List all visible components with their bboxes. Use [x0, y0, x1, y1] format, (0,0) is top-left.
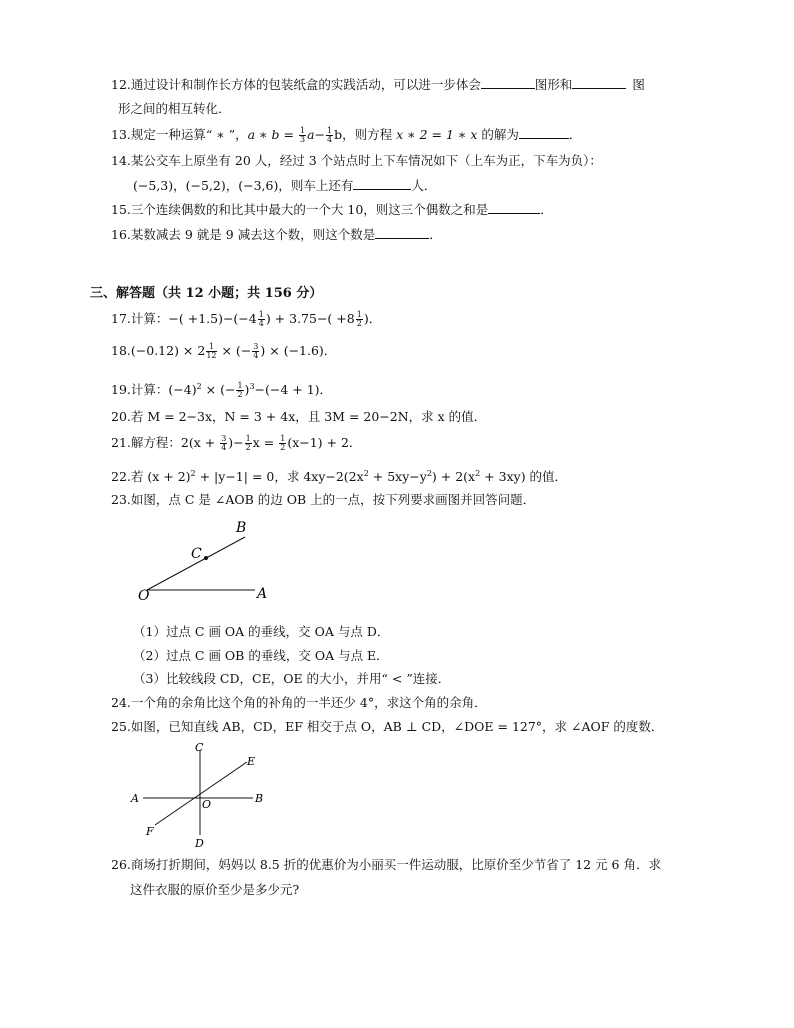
q16-answer-blank[interactable]	[375, 225, 429, 239]
question-13: 13.规定一种运算“ ∗ ”，a ∗ b = $\frac{1}{3}$ a− $\frac{1}{4}$ b，则方程 x ∗ 2 = 1 ∗ x 的解为 ．	[111, 126, 582, 144]
section-3-title: 三、解答题（共 12 小题；共 156 分）	[90, 286, 323, 301]
q12-blank-1[interactable]	[481, 75, 535, 89]
question-26: 26.商场打折期间，妈妈以 8.5 折的优惠价为小丽买一件运动服，比原价至少节省了 12 元 6 角．求	[111, 857, 661, 872]
question-16: 16.某数减去 9 就是 9 减去这个数，则这个数是 ．	[111, 227, 442, 242]
question-15: 15.三个连续偶数的和比其中最大的一个大 10，则这三个偶数之和是 ．	[111, 202, 553, 217]
label-f2: F	[146, 825, 154, 838]
q13-fraction-2: $\frac{1}{4}$	[327, 126, 333, 144]
label-b: B	[236, 520, 247, 536]
question-19: 19.计算：$(-4)^2$ × (− $\frac{1}{2}$ )$^3$−(−4 + 1)．	[111, 381, 333, 400]
label-c2: C	[195, 741, 204, 754]
label-c: C	[191, 546, 202, 562]
question-12-line2: 形之间的相互转化．	[118, 101, 231, 116]
label-o2: O	[202, 798, 212, 811]
question-25: 25.如图，已知直线 AB，CD，EF 相交于点 O，AB ⊥ CD，∠DOE = 127°，求 ∠AOF 的度数．	[111, 719, 664, 734]
question-26-line2: 这件衣服的原价至少是多少元?	[130, 882, 300, 897]
q13-answer-blank[interactable]	[519, 125, 569, 139]
question-14: 14.某公交车上原坐有 20 人，经过 3 个站点时上下车情况如下（上车为正，下车为负）：	[111, 153, 602, 168]
q23-sub-2: （2）过点 C 画 OB 的垂线，交 OA 与点 E．	[133, 648, 389, 663]
label-d2: D	[195, 837, 204, 850]
intersecting-lines-figure	[125, 740, 270, 852]
q15-answer-blank[interactable]	[488, 200, 540, 214]
q12-text: 通过设计和制作长方体的包装纸盒的实践活动，可以进一步体会	[130, 77, 481, 92]
question-22: 22.若 $(x + 2)^2 + |y-1| = 0$，求 $4xy-2(2x^2 + 5xy-y^2) + 2(x^2 + 3xy)$ 的值．	[111, 469, 568, 485]
label-o: O	[138, 588, 150, 604]
q14-answer-blank[interactable]	[353, 176, 411, 190]
label-a2: A	[131, 792, 139, 805]
q23-sub-1: （1）过点 C 画 OA 的垂线，交 OA 与点 D．	[133, 624, 390, 639]
label-e2: E	[247, 755, 256, 768]
line-ef	[155, 762, 247, 825]
q13-fraction-1: $\frac{1}{3}$	[299, 126, 306, 144]
question-23: 23.如图，点 C 是 ∠AOB 的边 OB 上的一点，按下列要求画图并回答问题．	[111, 492, 536, 507]
question-20: 20.若 M = 2−3x，N = 3 + 4x，且 3M = 20−2N，求 x 的值．	[111, 409, 487, 424]
q12-number: 12.	[111, 77, 131, 92]
question-24: 24.一个角的余角比这个角的补角的一半还少 4°，求这个角的余角．	[111, 695, 487, 710]
question-17: 17.计算：−( +1.5)−(−4 $\frac{1}{4}$ ) + 3.75−( +8 $\frac{1}{2}$ )．	[111, 310, 382, 328]
angle-aob-figure	[130, 515, 280, 610]
question-21: 21.解方程：2(x + $\frac{3}{4}$ )− $\frac{1}{2}$ x = $\frac{1}{2}$ (x−1) + 2．	[111, 434, 362, 452]
question-18: 18.(−0.12) × 2 $\frac{1}{12}$ × (− $\frac{3}{4}$ ) × (−1.6)．	[111, 342, 337, 360]
q23-sub-3: （3）比较线段 CD，CE，OE 的大小，并用“ < ”连接．	[133, 671, 451, 686]
question-14-line2: (−5,3)，(−5,2)，(−3,6)，则车上还有 人．	[133, 178, 437, 193]
ray-ob	[147, 537, 245, 590]
label-a: A	[257, 586, 268, 602]
point-c	[204, 556, 208, 560]
q12-blank-2[interactable]	[572, 75, 626, 89]
question-12: 12.通过设计和制作长方体的包装纸盒的实践活动，可以进一步体会 图形和 图	[111, 77, 645, 92]
label-b2: B	[255, 792, 264, 805]
